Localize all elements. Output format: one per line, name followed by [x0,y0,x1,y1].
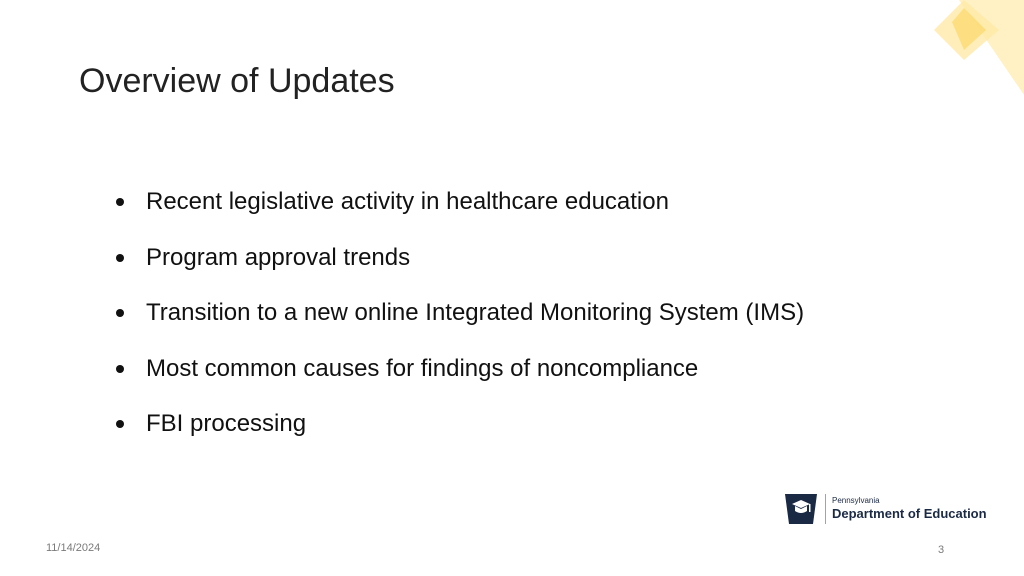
bullet-text: Program approval trends [146,243,411,271]
logo-state-label: Pennsylvania [832,496,880,505]
footer-date: 11/14/2024 [46,542,101,554]
corner-decoration [904,0,1024,100]
bullet-item [114,241,804,297]
keystone-icon [783,491,819,527]
bullet-item [114,407,804,463]
slide-title: Overview of Updates [79,62,395,100]
bullet-dot-icon [116,309,124,317]
bullet-item [114,296,804,352]
bullet-text: FBI processing [146,410,307,437]
bullet-item [114,352,804,408]
bullet-item [114,185,804,241]
bullet-dot-icon [116,254,124,262]
page-number: 3 [938,544,945,556]
bullet-dot-icon [116,198,124,206]
bullet-dot-icon [116,365,124,373]
pa-education-logo [783,491,987,527]
bullet-text: Transition to a new online Integrated Monitoring System (IMS) [146,299,805,326]
bullet-text: Recent legislative activity in healthcare education [146,188,669,215]
bullet-list [114,185,804,463]
bullet-text: Most common causes for findings of noncompliance [146,354,699,382]
bullet-dot-icon [116,420,124,428]
logo-text [832,496,987,522]
logo-divider [825,494,826,524]
logo-department-label: Department of Education [832,506,987,521]
